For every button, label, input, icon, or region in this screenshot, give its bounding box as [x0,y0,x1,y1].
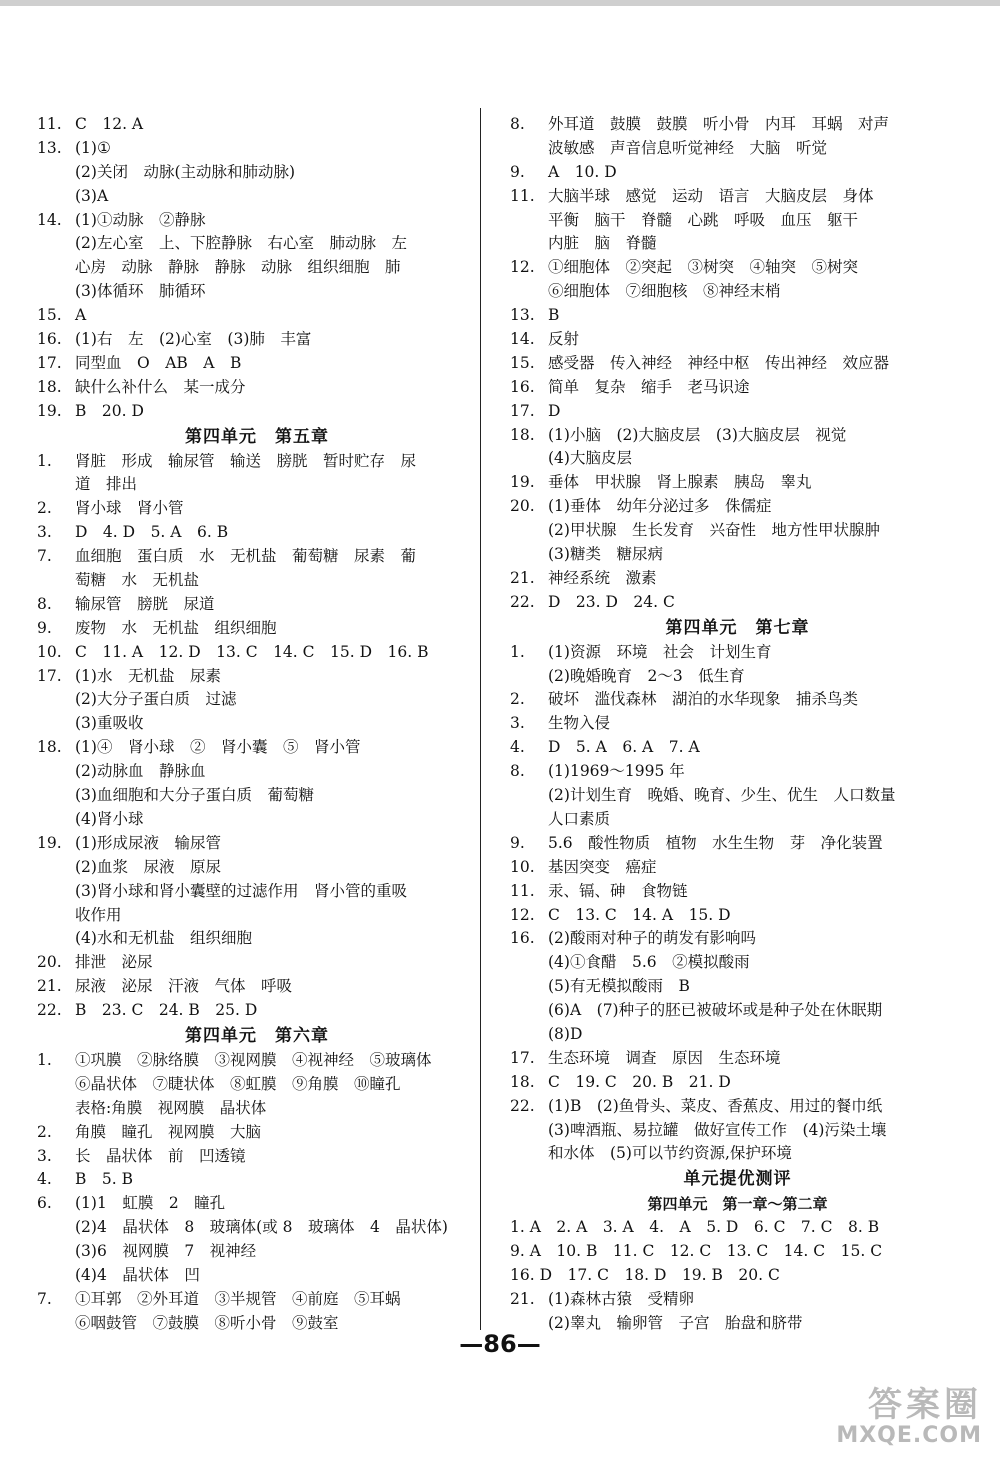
answer-line [510,712,965,736]
question-number: 16. [510,929,535,948]
question-number: 9. [510,162,525,181]
question-number: 11. [37,115,62,133]
question-number: 9. [37,618,52,637]
answer-continuation: 和水体 (5)可以节约资源,保护环境 [548,1144,792,1163]
answer-continuation: (3)6 视网膜 7 视神经 [75,1242,257,1261]
answer-text: D [548,401,561,420]
answer-text: 输尿管 膀胱 尿道 [75,594,215,613]
question-number: 8. [37,594,52,613]
answer-text: 感受器 传入神经 神经中枢 传出神经 效应器 [548,353,890,372]
answer-continuation: (3)啤酒瓶、易拉罐 做好宣传工作 (4)污染土壤 [548,1120,887,1139]
answer-line [37,975,477,999]
answer-continuation: 波敏感 声音信息听觉神经 大脑 听觉 [548,138,828,157]
answer-text: (1)垂体 幼年分泌过多 侏儒症 [548,497,772,516]
answer-line [37,1288,477,1312]
question-number: 2. [37,1122,52,1141]
answer-text: 缺什么补什么 某一成分 [75,377,246,396]
answer-line [510,1071,965,1095]
question-number: 3. [37,1146,52,1165]
answer-line [37,617,477,641]
answer-line [510,1047,965,1071]
question-number: 14. [37,210,62,229]
question-number: 6. [37,1194,52,1213]
answer-text: 排泄 泌尿 [75,953,153,972]
answer-line [37,545,477,569]
answer-text: 同型血 O AB A B [75,353,242,372]
answer-text: 生物入侵 [548,714,611,733]
answer-line [37,1145,477,1169]
answer-text: B 23. C 24. B 25. D [75,1001,258,1020]
answer-line [510,113,965,137]
answer-text: (1)①动脉 ②静脉 [75,210,206,229]
watermark-url: MXQE.COM [836,1423,982,1448]
answer-continuation: (3)肾小球和肾小囊壁的过滤作用 肾小管的重吸 [75,881,407,900]
question-number: 15. [37,306,62,325]
question-number: 15. [510,353,535,372]
answer-text: 5.6 酸性物质 植物 水生生物 芽 净化装置 [548,833,883,852]
answer-line [510,856,965,880]
answer-line [510,352,965,376]
answer-continuation: (2)左心室 上、下腔静脉 右心室 肺动脉 左 [75,234,407,253]
answer-text: ①巩膜 ②脉络膜 ③视网膜 ④视神经 ⑤玻璃体 [75,1050,432,1069]
answer-text: 反射 [548,330,580,349]
answer-continuation: 平衡 脑干 脊髓 心跳 呼吸 血压 躯干 [548,210,859,229]
answer-line [510,256,965,280]
question-number: 11. [510,881,535,900]
question-number: 4. [37,1170,52,1189]
answer-text: C 11. A 12. D 13. C 14. C 15. D 16. B [75,642,429,661]
answer-text: (1)水 无机盐 尿素 [75,666,221,685]
answer-continuation: (2)4 晶状体 8 玻璃体(或 8 玻璃体 4 晶状体) [75,1218,448,1237]
answer-continuation: (8)D [548,1024,583,1043]
answer-text: 肾脏 形成 输尿管 输送 膀胱 暂时贮存 尿 [75,451,417,470]
question-number: 7. [37,547,52,566]
answer-row: 1. A 2. A 3. A 4. A 5. D 6. C 7. C 8. B [510,1218,880,1237]
site-watermark [836,1386,982,1448]
answer-line [510,832,965,856]
answer-line [510,927,965,951]
left-column [37,113,477,1336]
question-number: 19. [510,473,535,492]
question-number: 8. [510,115,525,133]
answer-text: 角膜 瞳孔 视网膜 大脑 [75,1122,262,1141]
answer-text: 长 晶状体 前 凹透镜 [75,1146,246,1165]
answer-text: C 12. A [75,115,144,133]
answer-line [37,665,477,689]
question-number: 16. [510,377,535,396]
answer-text: 神经系统 激素 [548,568,657,587]
right-column [510,113,965,1336]
answer-line [37,1168,477,1192]
question-number: 18. [510,425,535,444]
answer-line [510,736,965,760]
answer-line [37,304,477,328]
question-number: 18. [510,1072,535,1091]
answer-line [510,567,965,591]
answer-line [37,328,477,352]
question-number: 19. [37,833,62,852]
question-number: 20. [37,953,62,972]
answer-continuation: (2)计划生育 晚婚、晚育、少生、优生 人口数量 [548,786,896,805]
answer-line [510,185,965,209]
answer-text: (1)形成尿液 输尿管 [75,833,221,852]
question-number: 1. [510,642,525,661]
question-number: 2. [510,690,525,709]
answer-continuation: 心房 动脉 静脉 静脉 动脉 组织细胞 肺 [75,258,401,277]
answer-line [37,999,477,1023]
answer-text: (1)1 虹膜 2 瞳孔 [75,1194,226,1213]
answer-line [37,1049,477,1073]
answer-text: ①细胞体 ②突起 ③树突 ④轴突 ⑤树突 [548,258,859,277]
question-number: 1. [37,451,52,470]
column-divider [480,108,481,1330]
answer-text: 肾小球 肾小管 [75,499,184,518]
answer-text: (1)① [75,138,111,157]
answer-continuation: 收作用 [75,905,122,924]
answer-text: 简单 复杂 缩手 老马识途 [548,377,750,396]
question-number: 12. [510,905,535,924]
question-number: 3. [37,523,52,542]
question-number: 17. [510,401,535,420]
answer-line [510,591,965,615]
answer-text: 废物 水 无机盐 组织细胞 [75,618,277,637]
answer-text: B [548,306,560,325]
answer-continuation: ⑥咽鼓管 ⑦鼓膜 ⑧听小骨 ⑨鼓室 [75,1313,339,1332]
question-number: 17. [510,1048,535,1067]
answer-continuation: (4)4 晶状体 凹 [75,1265,200,1284]
answer-line [510,400,965,424]
section-heading: 单元提优测评 [683,1169,792,1190]
question-number: 19. [37,401,62,420]
answer-line [37,593,477,617]
answer-continuation: ⑥晶状体 ⑦睫状体 ⑧虹膜 ⑨角膜 ⑩瞳孔 [75,1074,401,1093]
answer-line [510,495,965,519]
question-number: 3. [510,714,525,733]
section-heading: 第四单元 第五章 [185,426,329,447]
answer-line [510,1095,965,1119]
answer-continuation: (3)血细胞和大分子蛋白质 葡萄糖 [75,786,314,805]
answer-line [37,400,477,424]
question-number: 16. [37,330,62,349]
question-number: 4. [510,738,525,757]
question-number: 14. [510,330,535,349]
answer-line [510,904,965,928]
question-number: 8. [510,762,525,781]
question-number: 18. [37,738,62,757]
answer-continuation: (2)晚婚晚育 2～3 低生育 [548,666,745,685]
answer-line [510,880,965,904]
answer-continuation: (2)血浆 尿液 原尿 [75,857,221,876]
question-number: 17. [37,353,62,372]
question-number: 22. [510,1096,535,1115]
answer-line [37,497,477,521]
answer-continuation: (3)A [75,186,109,205]
answer-line [37,951,477,975]
answer-text: 垂体 甲状腺 肾上腺素 胰岛 睾丸 [548,473,812,492]
answer-text: (1)资源 环境 社会 计划生育 [548,642,772,661]
question-number: 18. [37,377,62,396]
answer-text: (1)森林古猿 受精卵 [548,1289,694,1308]
answer-line [37,352,477,376]
answer-line [510,688,965,712]
answer-continuation: (3)糖类 糖尿病 [548,545,663,564]
answer-continuation: (4)大脑皮层 [548,449,632,468]
question-number: 10. [510,857,535,876]
answer-line [37,1121,477,1145]
answer-line [37,1192,477,1216]
answer-text: A 10. D [548,162,617,181]
answer-continuation: (2)关闭 动脉(主动脉和肺动脉) [75,162,296,181]
question-number: 11. [510,186,535,205]
answer-line [510,641,965,665]
answer-text: D 23. D 24. C [548,592,675,611]
answer-text: (2)酸雨对种子的萌发有影响吗 [548,929,756,948]
answer-line [510,1288,965,1312]
answer-text: (1)小脑 (2)大脑皮层 (3)大脑皮层 视觉 [548,425,847,444]
question-number: 7. [37,1289,52,1308]
scan-top-edge [0,0,1000,6]
answer-continuation: (2)大分子蛋白质 过滤 [75,690,237,709]
answer-continuation: (4)肾小球 [75,809,144,828]
question-number: 9. [510,833,525,852]
answer-text: D 5. A 6. A 7. A [548,738,700,757]
answer-text: 大脑半球 感觉 运动 语言 大脑皮层 身体 [548,186,874,205]
answer-continuation: (3)重吸收 [75,714,144,733]
answer-line [37,641,477,665]
answer-continuation: 萄糖 水 无机盐 [75,571,200,590]
answer-continuation: (6)A (7)种子的胚已被破坏或是种子处在休眠期 [548,1001,883,1020]
answer-line [510,760,965,784]
question-number: 21. [510,568,535,587]
answer-text: ①耳郭 ②外耳道 ③半规管 ④前庭 ⑤耳蜗 [75,1289,401,1308]
answer-line [37,521,477,545]
answer-line [37,736,477,760]
answer-row: 9. A 10. B 11. C 12. C 13. C 14. C 15. C [510,1242,883,1261]
page-number: —86— [459,1330,541,1358]
section-heading: 第四单元 第六章 [185,1025,329,1046]
answer-line [37,450,477,474]
question-number: 21. [510,1289,535,1308]
answer-text: 基因突变 癌症 [548,857,657,876]
answer-continuation: 内脏 脑 脊髓 [548,234,657,253]
answer-line [510,304,965,328]
answer-line [510,376,965,400]
answer-line [37,832,477,856]
section-subheading: 第四单元 第一章～第二章 [647,1195,828,1214]
answer-text: C 19. C 20. B 21. D [548,1072,731,1091]
question-number: 20. [510,497,535,516]
answer-line [510,424,965,448]
question-number: 21. [37,977,62,996]
answer-continuation: (4)水和无机盐 组织细胞 [75,929,252,948]
question-number: 13. [37,138,62,157]
answer-line [37,376,477,400]
answer-text: D 4. D 5. A 6. B [75,523,229,542]
answer-text: (1)④ 肾小球 ② 肾小囊 ⑤ 肾小管 [75,738,361,757]
answer-row: 16. D 17. C 18. D 19. B 20. C [510,1266,780,1285]
answer-text: (1)B (2)鱼骨头、菜皮、香蕉皮、用过的餐巾纸 [548,1096,883,1115]
answer-text: 破坏 滥伐森林 湖泊的水华现象 捕杀鸟类 [548,690,859,709]
answer-text: (1)右 左 (2)心室 (3)肺 丰富 [75,330,312,349]
question-number: 1. [37,1050,52,1069]
answer-continuation: (2)睾丸 输卵管 子宫 胎盘和脐带 [548,1313,803,1332]
answer-continuation: 道 排出 [75,475,138,494]
answer-text: 血细胞 蛋白质 水 无机盐 葡萄糖 尿素 葡 [75,547,417,566]
question-number: 22. [37,1001,62,1020]
answer-line [37,113,477,137]
answer-text: 汞、镉、砷 食物链 [548,881,688,900]
answer-text: B 20. D [75,401,144,420]
question-number: 12. [510,258,535,277]
answer-line [510,161,965,185]
answer-line [510,471,965,495]
question-number: 13. [510,306,535,325]
answer-text: B 5. B [75,1170,133,1189]
answer-text: 尿液 泌尿 汗液 气体 呼吸 [75,977,293,996]
question-number: 17. [37,666,62,685]
answer-continuation: (2)动脉血 静脉血 [75,762,206,781]
answer-text: A [75,306,87,325]
question-number: 2. [37,499,52,518]
section-heading: 第四单元 第七章 [665,617,810,638]
answer-text: C 13. C 14. A 15. D [548,905,731,924]
answer-continuation: (5)有无模拟酸雨 B [548,977,690,996]
answer-text: 生态环境 调查 原因 生态环境 [548,1048,781,1067]
answer-line [510,328,965,352]
answer-continuation: (4)①食醋 5.6 ②模拟酸雨 [548,953,750,972]
answer-text: (1)1969～1995 年 [548,762,685,781]
answer-continuation: (2)甲状腺 生长发育 兴奋性 地方性甲状腺肿 [548,521,880,540]
watermark-logo-text: 答案圈 [868,1385,982,1425]
answer-continuation: 人口素质 [548,809,611,828]
question-number: 10. [37,642,62,661]
answer-line [37,209,477,233]
answer-continuation: 表格:角膜 视网膜 晶状体 [75,1098,267,1117]
question-number: 22. [510,592,535,611]
answer-continuation: (3)体循环 肺循环 [75,282,206,301]
answer-continuation: ⑥细胞体 ⑦细胞核 ⑧神经末梢 [548,282,781,301]
answer-text: 外耳道 鼓膜 鼓膜 听小骨 内耳 耳蜗 对声 [548,115,890,133]
answer-line [37,137,477,161]
